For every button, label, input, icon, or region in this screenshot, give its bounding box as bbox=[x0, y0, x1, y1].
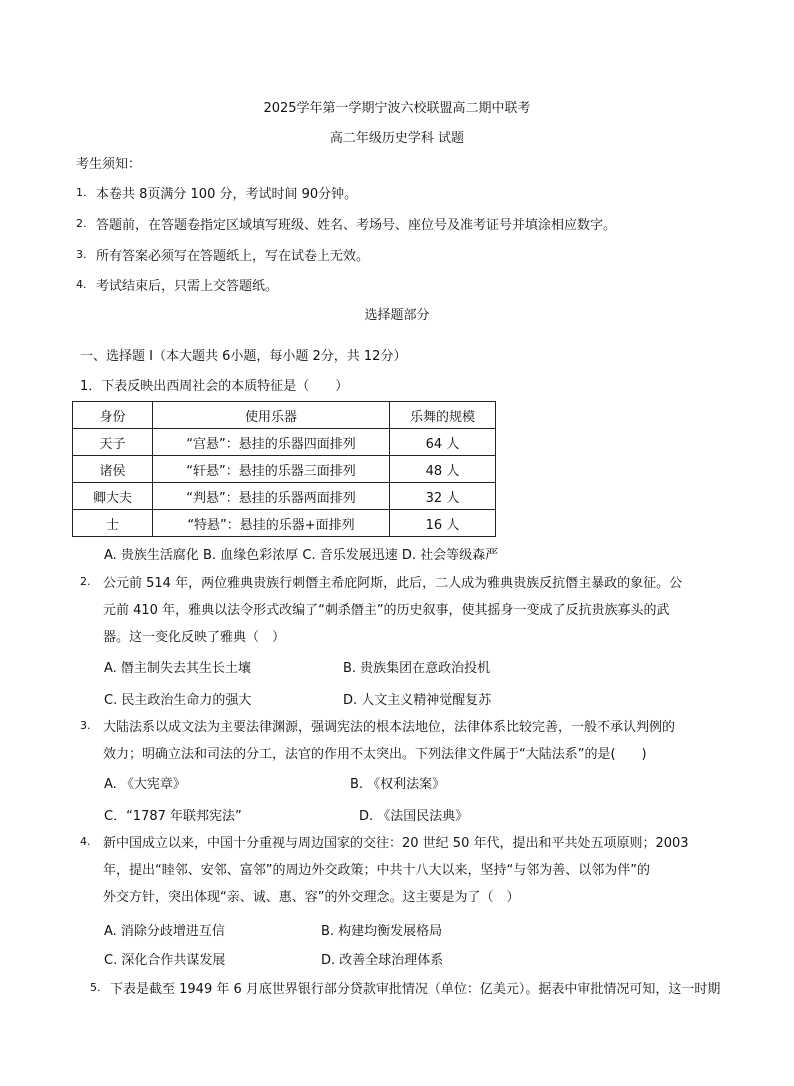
q3-line: 效力；明确立法和司法的分工，法官的作用不太突出。下列法律文件属于“大陆法系”的是( ) bbox=[103, 747, 647, 762]
notice-item-text: 答题前，在答题卷指定区域填写班级、姓名、考场号、座位号及准考证号并填涂相应数字。 bbox=[96, 218, 617, 233]
q5-line: 下表是截至 1949 年 6 月底世界银行部分贷款审批情况（单位：亿美元）。据表中审批情况可知，这一时期 bbox=[110, 982, 721, 997]
q2-line: 元前 410 年，雅典以法令形式改编了“刺杀僭主”的历史叙事，使其摇身一变成了反抗贵族寡头的武 bbox=[103, 603, 670, 618]
q3-option-a: A. 《大宪章》 bbox=[104, 777, 186, 792]
table-cell: 32 人 bbox=[390, 483, 496, 510]
table-row bbox=[73, 483, 496, 510]
q2-line: 器。这一变化反映了雅典（ ） bbox=[103, 630, 286, 645]
notice-item-number: 4. bbox=[76, 278, 87, 291]
q2-option-a: A. 僭主制失去其生长土壤 bbox=[104, 661, 251, 676]
table-cell: 16 人 bbox=[390, 510, 496, 537]
q4-option-c: C. 深化合作共谋发展 bbox=[104, 953, 226, 968]
q4-line: 新中国成立以来，中国十分重视与周边国家的交往：20 世纪 50 年代，提出和平共处五项原则；2003 bbox=[103, 836, 689, 851]
q4-line: 外交方针，突出体现“亲、诚、惠、容”的外交理念。这主要是为了（ ） bbox=[103, 890, 520, 905]
table-header-row bbox=[73, 402, 496, 429]
q4-line: 年，提出“睦邻、安邻、富邻”的周边外交政策；中共十八大以来，坚持“与邻为善、以邻为伴”的 bbox=[103, 863, 650, 878]
notice-heading: 考生须知： bbox=[76, 157, 142, 172]
q2-option-b: B. 贵族集团在意政治投机 bbox=[343, 661, 491, 676]
q3-line: 大陆法系以成文法为主要法律渊源，强调宪法的根本法地位，法律体系比较完善，一般不承认判例的 bbox=[103, 720, 676, 735]
q4-option-b: B. 构建均衡发展格局 bbox=[321, 924, 443, 939]
section-heading: 一、选择题 I（本大题共 6小题，每小题 2分，共 12分） bbox=[80, 349, 407, 364]
table-cell: 天子 bbox=[73, 429, 153, 456]
exam-title: 2025学年第一学期宁波六校联盟高二期中联考 bbox=[263, 101, 531, 116]
table-header-cell: 乐舞的规模 bbox=[390, 402, 496, 429]
table-cell: “特悬”：悬挂的乐器+面排列 bbox=[153, 510, 390, 537]
table-row bbox=[73, 456, 496, 483]
question-number: 5. bbox=[90, 981, 101, 994]
question-number: 3. bbox=[80, 719, 91, 732]
table-cell: “宫悬”：悬挂的乐器四面排列 bbox=[153, 429, 390, 456]
table-cell: 士 bbox=[73, 510, 153, 537]
table-header-cell: 使用乐器 bbox=[153, 402, 390, 429]
table-row bbox=[73, 510, 496, 537]
table-cell: “轩悬”：悬挂的乐器三面排列 bbox=[153, 456, 390, 483]
q3-option-b: B. 《权利法案》 bbox=[350, 777, 446, 792]
table-cell: 48 人 bbox=[390, 456, 496, 483]
notice-item-text: 本卷共 8页满分 100 分，考试时间 90分钟。 bbox=[96, 187, 358, 202]
q2-line: 公元前 514 年，两位雅典贵族行刺僭主希庇阿斯，此后，二人成为雅典贵族反抗僭主暴政的象征。公 bbox=[103, 576, 683, 591]
q2-option-c: C. 民主政治生命力的强大 bbox=[104, 693, 252, 708]
q3-option-d: D. 《法国民法典》 bbox=[359, 809, 469, 824]
exam-subtitle: 高二年级历史学科 试题 bbox=[329, 131, 465, 146]
notice-item-number: 2. bbox=[76, 217, 87, 230]
q1-table bbox=[72, 401, 496, 537]
table-cell: “判悬”：悬挂的乐器两面排列 bbox=[153, 483, 390, 510]
table-header-cell: 身份 bbox=[73, 402, 153, 429]
table-row bbox=[73, 429, 496, 456]
notice-item-text: 考试结束后，只需上交答题纸。 bbox=[96, 279, 279, 294]
question-number: 2. bbox=[80, 575, 91, 588]
q3-option-c: C．“1787 年联邦宪法” bbox=[104, 809, 242, 824]
table-cell: 诸侯 bbox=[73, 456, 153, 483]
q1-stem: 1．下表反映出西周社会的本质特征是（ ） bbox=[80, 379, 349, 394]
question-number: 4. bbox=[80, 835, 91, 848]
table-cell: 卿大夫 bbox=[73, 483, 153, 510]
q2-option-d: D. 人文主义精神觉醒复苏 bbox=[343, 693, 492, 708]
q4-option-d: D. 改善全球治理体系 bbox=[321, 953, 444, 968]
q1-options: A. 贵族生活腐化 B. 血缘色彩浓厚 C. 音乐发展迅速 D. 社会等级森严 bbox=[104, 548, 499, 563]
table-cell: 64 人 bbox=[390, 429, 496, 456]
q4-option-a: A. 消除分歧增进互信 bbox=[104, 924, 225, 939]
notice-item-number: 1. bbox=[76, 186, 87, 199]
notice-item-text: 所有答案必须写在答题纸上，写在试卷上无效。 bbox=[96, 249, 370, 264]
section-title: 选择题部分 bbox=[364, 308, 430, 323]
notice-item-number: 3. bbox=[76, 248, 87, 261]
